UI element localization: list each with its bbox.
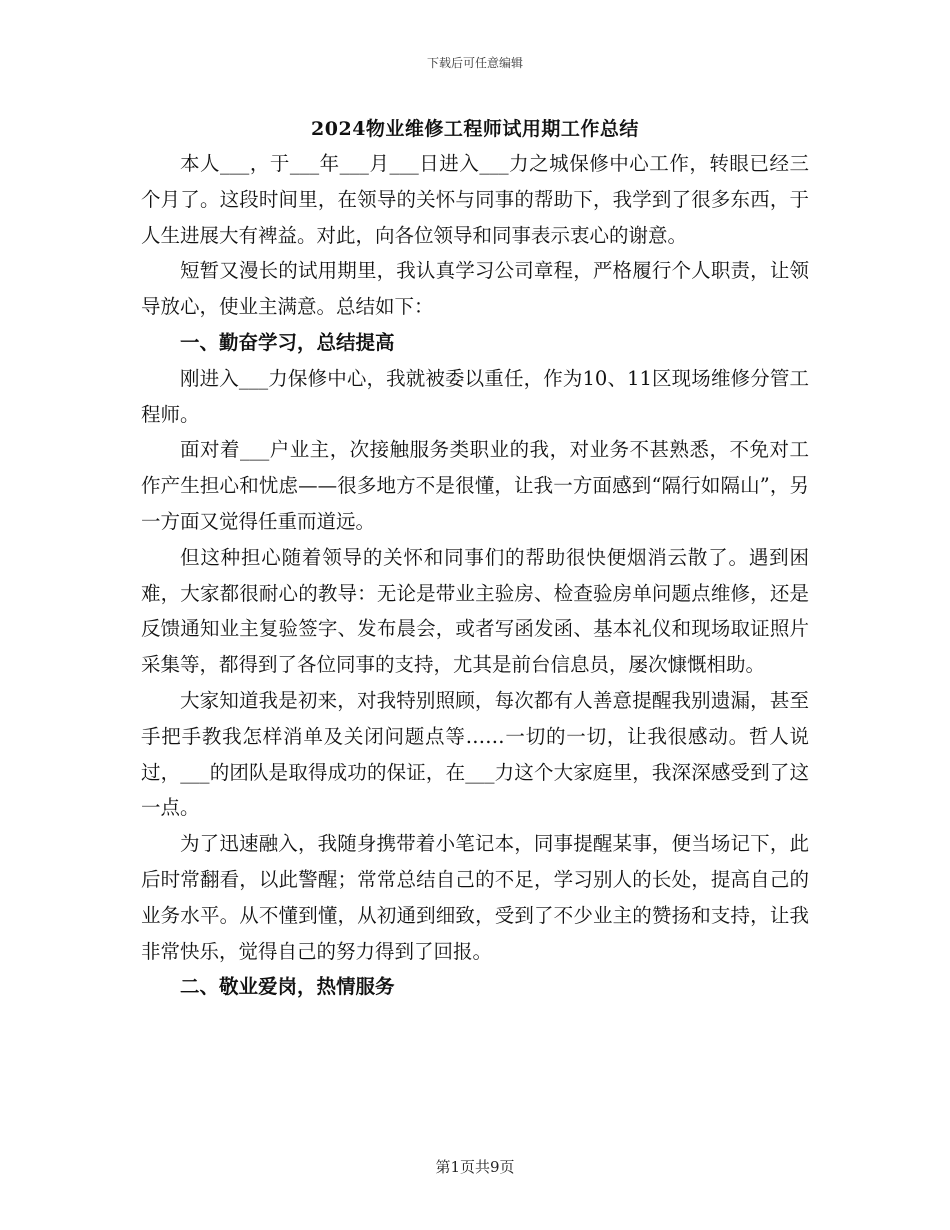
document-title: 2024物业维修工程师试用期工作总结 (311, 118, 639, 140)
paragraph: 短暂又漫长的试用期里，我认真学习公司章程，严格履行个人职责，让领导放心，使业主满意。总结如下： (141, 259, 809, 319)
paragraph: 刚进入___力保修中心，我就被委以重任，作为10、11区现场维修分管工程师。 (141, 366, 809, 426)
paragraph: 为了迅速融入，我随身携带着小笔记本，同事提醒某事，便当场记下，此后时常翻看，以此警醒；常常总结自己的不足，学习别人的长处，提高自己的业务水平。从不懂到懂，从初通到细致，受到了不少业主的赞扬和支持，让我非常快乐，觉得自己的努力得到了回报。 (141, 832, 809, 963)
paragraph: 大家知道我是初来，对我特别照顾，每次都有人善意提醒我别遗漏，甚至手把手教我怎样消单及关闭问题点等……一切的一切，让我很感动。哲人说过，___的团队是取得成功的保证，在___力这个大家庭里，我深深感受到了这一点。 (141, 688, 809, 820)
download-note: 下载后可任意编辑 (426, 56, 523, 70)
section-heading: 二、敬业爱岗，热情服务 (180, 975, 395, 999)
paragraph: 面对着___户业主，次接触服务类职业的我，对业务不甚熟悉，不免对工作产生担心和忧虑——很多地方不是很懂，让我一方面感到“隔行如隔山”，另一方面又觉得任重而道远。 (141, 438, 809, 533)
section-heading: 一、勤奋学习，总结提高 (180, 330, 395, 354)
page-number: 第1页共9页 (435, 1158, 515, 1176)
document-body (141, 146, 809, 1005)
paragraph: 但这种担心随着领导的关怀和同事们的帮助很快便烟消云散了。遇到困难，大家都很耐心的教导：无论是带业主验房、检查验房单问题点维修，还是反馈通知业主复验签字、发布晨会，或者写函发函、基本礼仪和现场取证照片采集等，都得到了各位同事的支持，尤其是前台信息员，屡次慷慨相助。 (141, 545, 809, 677)
paragraph: 本人___，于___年___月___日进入___力之城保修中心工作，转眼已经三个月了。这段时间里，在领导的关怀与同事的帮助下，我学到了很多东西，于人生进展大有裨益。对此，向各位领导和同事表示衷心的谢意。 (141, 152, 809, 247)
